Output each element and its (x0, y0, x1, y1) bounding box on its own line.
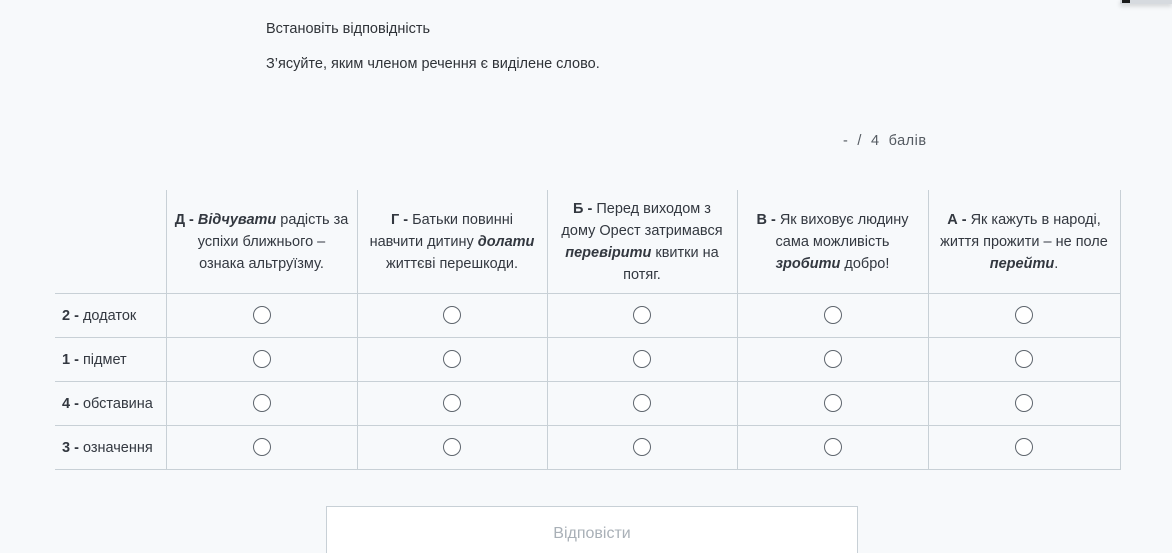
task-instruction: Встановіть відповідність (266, 21, 431, 37)
row-key: 2 - (62, 307, 83, 324)
radio-empty-icon[interactable] (253, 438, 271, 456)
table-row (55, 294, 1120, 338)
radio-empty-icon[interactable] (253, 306, 271, 324)
radio-empty-icon[interactable] (633, 350, 651, 368)
table-header-row (55, 190, 1120, 294)
row-label (55, 338, 166, 382)
column-key: А - (947, 211, 971, 228)
column-header-0 (166, 190, 357, 294)
column-text: життєві перешкоди. (386, 255, 518, 272)
row-label (55, 426, 166, 470)
column-text: добро! (840, 255, 890, 272)
radio-empty-icon[interactable] (824, 350, 842, 368)
radio-cell[interactable] (547, 294, 737, 338)
radio-empty-icon[interactable] (1015, 350, 1033, 368)
table-row (55, 338, 1120, 382)
task-question: З’ясуйте, яким членом речення є виділене слово. (266, 56, 600, 72)
table-row (55, 382, 1120, 426)
radio-empty-icon[interactable] (1015, 394, 1033, 412)
column-header-1 (357, 190, 547, 294)
column-key: Г - (391, 211, 413, 228)
radio-cell[interactable] (166, 338, 357, 382)
score-indicator (843, 133, 927, 149)
radio-empty-icon[interactable] (824, 306, 842, 324)
row-key: 1 - (62, 351, 83, 368)
radio-cell[interactable] (928, 382, 1120, 426)
row-label (55, 382, 166, 426)
radio-cell[interactable] (928, 338, 1120, 382)
highlighted-word: перейти (989, 255, 1055, 272)
table-body (55, 294, 1120, 470)
radio-empty-icon[interactable] (824, 394, 842, 412)
table-row (55, 426, 1120, 470)
score-unit: балів (888, 133, 927, 149)
column-text: квитки на потяг. (623, 244, 719, 283)
highlighted-word: зробити (775, 255, 841, 272)
radio-cell[interactable] (737, 382, 928, 426)
column-text: радість за успіхи ближнього – ознака альтруїзму. (197, 211, 349, 272)
column-text: Перед виходом з дому Орест затримався (561, 200, 723, 239)
radio-empty-icon[interactable] (633, 438, 651, 456)
radio-cell[interactable] (928, 426, 1120, 470)
radio-empty-icon[interactable] (443, 350, 461, 368)
radio-empty-icon[interactable] (253, 350, 271, 368)
row-text: підмет (82, 351, 127, 368)
radio-cell[interactable] (737, 426, 928, 470)
row-text: означення (82, 439, 153, 456)
column-text: Як кажуть в народі, життя прожити – не поле (940, 211, 1108, 250)
radio-cell[interactable] (357, 338, 547, 382)
submit-answer-button[interactable]: Відповісти (326, 506, 858, 553)
score-earned: - (843, 133, 849, 149)
row-key: 3 - (62, 439, 83, 456)
column-key: Д - (174, 211, 198, 228)
radio-cell[interactable] (547, 382, 737, 426)
window-corner-tab (1120, 0, 1172, 4)
radio-empty-icon[interactable] (1015, 306, 1033, 324)
radio-empty-icon[interactable] (824, 438, 842, 456)
radio-cell[interactable] (166, 294, 357, 338)
column-key: Б - (573, 200, 597, 217)
radio-empty-icon[interactable] (443, 438, 461, 456)
radio-cell[interactable] (737, 294, 928, 338)
matching-table (55, 190, 1121, 470)
column-text: . (1054, 255, 1059, 272)
radio-empty-icon[interactable] (1015, 438, 1033, 456)
row-text: додаток (82, 307, 137, 324)
column-header-3 (737, 190, 928, 294)
radio-cell[interactable] (737, 338, 928, 382)
table-corner-cell (55, 190, 166, 294)
radio-empty-icon[interactable] (253, 394, 271, 412)
column-header-4 (928, 190, 1120, 294)
radio-cell[interactable] (928, 294, 1120, 338)
radio-cell[interactable] (547, 426, 737, 470)
radio-cell[interactable] (357, 382, 547, 426)
score-max: 4 (871, 133, 880, 149)
radio-cell[interactable] (547, 338, 737, 382)
row-label (55, 294, 166, 338)
row-key: 4 - (62, 395, 83, 412)
corner-dot-icon (1122, 0, 1130, 3)
highlighted-word: долати (477, 233, 535, 250)
radio-empty-icon[interactable] (443, 306, 461, 324)
highlighted-word: Відчувати (197, 211, 277, 228)
row-text: обставина (82, 395, 153, 412)
radio-empty-icon[interactable] (443, 394, 461, 412)
column-header-2 (547, 190, 737, 294)
highlighted-word: перевірити (565, 244, 652, 261)
score-separator: / (857, 133, 862, 149)
radio-empty-icon[interactable] (633, 394, 651, 412)
radio-cell[interactable] (166, 382, 357, 426)
column-key: В - (756, 211, 780, 228)
column-text: Батьки повинні навчити дитину (369, 211, 513, 250)
radio-cell[interactable] (166, 426, 357, 470)
column-text: Як виховує людину сама можливість (775, 211, 909, 250)
radio-cell[interactable] (357, 294, 547, 338)
radio-empty-icon[interactable] (633, 306, 651, 324)
radio-cell[interactable] (357, 426, 547, 470)
